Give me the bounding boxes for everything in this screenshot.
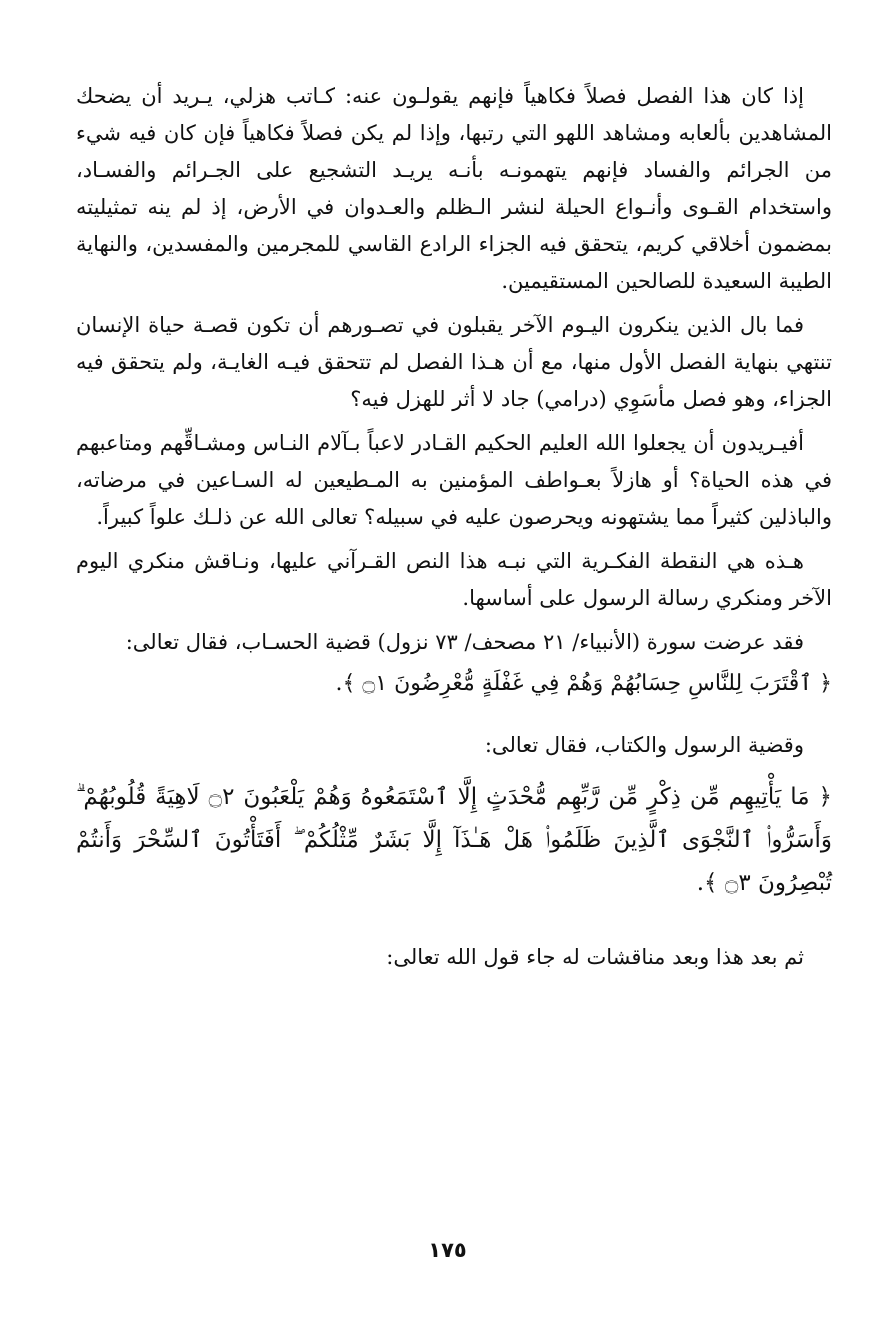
paragraph-closing: ثم بعد هذا وبعد مناقشات له جاء قول الله تعالى: xyxy=(386,945,804,969)
paragraph-intellectual-point: هـذه هي النقطة الفكـرية التي نبـه هذا النص القـرآني عليها، ونـاقش منكري اليوم الآخر ومنكري رسالة الرسول على أساسها. xyxy=(76,549,832,610)
paragraph-rhetorical-question: أفيـريدون أن يجعلوا الله العليم الحكيم القـادر لاعباً بـآلام النـاس ومشـاقِّهم ومتاعبهم في هذه الحياة؟ أو هازلاً بعـواطف المؤمنين به المـطيعين له السـاعين في مرضاته، والباذلين كثيراً مما يشتهونه ويحرصون عليه في سبيله؟ تعالى الله عن ذلـك علواً كبيراً. xyxy=(76,431,832,529)
paragraph-comedy-drama: إذا كان هذا الفصل فصلاً فكاهياً فإنهم يقولـون عنه: كـاتب هزلي، يـريد أن يضحك المشاهدين بألعابه ومشاهد اللهو التي رتبها، وإذا لم يكن فصلاً فكاهياً فإن كان فيه شيء من الجرائم والفساد فإنهم يتهمونـه بأنـه يريـد التشجيع على الجـرائم والفسـاد، واستخدام القـوى وأنـواع الحيلة لنشر الـظلم والعـدوان في الأرض، إذ لم ينه تمثيليته بمضمون أخلاقي كريم، يتحقق فيه الجزاء الرادع القاسي للمجرمين والمفسدين، والنهاية الطيبة السعيدة للصالحين المستقيمين. xyxy=(76,84,832,293)
page-number: ١٧٥ xyxy=(428,1238,467,1262)
quran-verses-2-3: ﴿ مَا يَأْتِيهِم مِّن ذِكْرٍ مِّن رَّبِّهِم مُّحْدَثٍ إِلَّا ٱسْتَمَعُوهُ وَهُمْ يَلْعَبُونَ ۝٢ لَاهِيَةً قُلُوبُهُمْ ۗ وَأَسَرُّوا۟ ٱلنَّجْوَى ٱلَّذِينَ ظَلَمُوا۟ هَلْ هَـٰذَآ إِلَّا بَشَرٌ مِّثْلُكُمْ ۖ أَفَتَأْتُونَ ٱلسِّحْرَ وَأَنتُمْ تُبْصِرُونَ ۝٣ ﴾. xyxy=(76,784,832,896)
paragraph-surah-reference: فقد عرضت سورة (الأنبياء/ ٢١ مصحف/ ٧٣ نزول) قضية الحسـاب، فقال تعالى: xyxy=(125,630,804,654)
page-body xyxy=(76,78,832,976)
paragraph-messenger-book: وقضية الرسول والكتاب، فقال تعالى: xyxy=(484,733,804,757)
paragraph-deniers-question: فما بال الذين ينكرون اليـوم الآخر يقبلون في تصـورهم أن تكون قصـة حياة الإنسان تنتهي بنهاية الفصل الأول منها، مع أن هـذا الفصل لم تتحقق فيـه الغايـة، ولم يتحقق فيه الجزاء، وهو فصل مأسَوِي (درامي) جاد لا أثر للهزل فيه؟ xyxy=(76,313,832,411)
quran-verse-1: ﴿ ٱقْتَرَبَ لِلنَّاسِ حِسَابُهُمْ وَهُمْ فِي غَفْلَةٍ مُّعْرِضُونَ ۝١ ﴾. xyxy=(335,671,832,696)
